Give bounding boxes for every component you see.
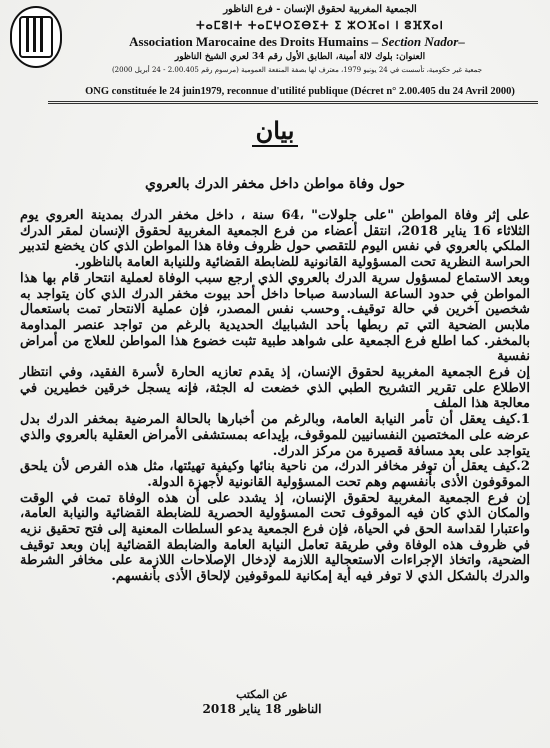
header-legal-line: جمعية غير حكومية، تأسست في 24 يونيو 1979، معترف لها بصفة المنفعة العمومية (مرسوم رقم 2.00.405 - 24 أبريل 2000) bbox=[111, 66, 483, 74]
french-name-text: Association Marocaine des Droits Humains – bbox=[129, 34, 379, 49]
header-divider bbox=[48, 101, 538, 102]
title-text: بيان bbox=[252, 116, 299, 147]
paragraph: على إثر وفاة المواطن "على جلولات" ،64 سنة ، داخل مخفر الدرك بمدينة العروي يوم الثلاثاء 16 يناير 2018، انتقل أعضاء من فرع الجمعية المغربية لحقوق الإنسان لمقر الدرك الملكي بالعروي في نفس اليوم للتقصي حول ظروف وفاة هذا المواطن الذي كان يخضع لتدبير الحراسة النظرية تحت المسؤولية القانونية للضابطة القضائية وللنيابة العامة بالناظور. bbox=[20, 208, 530, 271]
statement-body bbox=[20, 208, 530, 585]
paragraph: إن فرع الجمعية المغربية لحقوق الإنسان، إذ يشدد على أن هذه الوفاة تمت في الوقت والمكان الذي كان فيه الموقوف تحت المسؤولية الحصرية للضابطة القضائية والنيابة العامة، واعتبارا لقداسة الحق في الحياة، فإن فرع الجمعية يدعو السلطات المعنية إلى فتح تحقيق نزيه في ظروف هذه الوفاة وفي طريقة تعامل النيابة العامة والضابطة القضائية إبان وبعد توقيف الضحية، واتخاذ الإجراءات الاستعجالية اللازمة لإدخال الإصلاحات اللازمة على مخافر الشرطة والدرك بالشكل الذي لا توفر فيه أية إمكانية للموقوفين لإلحاق الأذى بأنفسهم. bbox=[20, 490, 530, 585]
logo-bar bbox=[40, 18, 43, 52]
document-subtitle: حول وفاة مواطن داخل مخفر الدرك بالعروي bbox=[145, 176, 405, 192]
logo-frame bbox=[19, 16, 53, 58]
signature-date: الناظور 18 يناير 2018 bbox=[202, 702, 322, 716]
paragraph: إن فرع الجمعية المغربية لحقوق الإنسان، إذ يقدم تعازيه الحارة لأسرة الفقيد، وفي انتظار الاطلاع على تقرير التشريح الطبي الذي خضعت له الجثة، فإنه يسجل خرقين خطيرين في معالجة هذا الملف bbox=[20, 365, 530, 412]
header-french-name bbox=[62, 34, 532, 50]
french-section-text: Section Nador– bbox=[381, 34, 465, 49]
signature-from: عن المكتب bbox=[236, 688, 288, 701]
paragraph: 1.كيف يعقل أن تأمر النيابة العامة، وبالرغم من أخبارها بالحالة المرضية بمخفر الدرك بدل عرضه على المختصين النفسانيين للموقوف، بإيداعه بمستشفى الأمراض العقلية بالعروي والذي يتواجد على بعد مسافة قصيرة من مركز الدرك. bbox=[20, 412, 530, 459]
signature-block bbox=[192, 688, 332, 716]
logo-bar bbox=[26, 18, 29, 52]
paragraph: وبعد الاستماع لمسؤول سرية الدرك بالعروي الذي ارجع سبب الوفاة لعملية انتحار قام بها هذا المواطن في حدود الساعة السادسة صباحا داخل أحد بيوت مخفر الدرك الذي كان يتواجد به شخصين آخرين في حالة توقيف. وحسب نفس المصدر، فإن عملية الانتحار تمت باستعمال ملابس الضحية التي تم ربطها بأحد الشبابيك الحديدية بالرغم من تواجد عنصر المداومة بالمخفر. كما اطلع فرع الجمعية على شواهد طبية تثبت خضوع هذا المواطن للعلاج من أمراض نفسية bbox=[20, 270, 530, 365]
header-address: العنوان: بلوك لالة أمينة، الطابق الأول رقم 34 لعري الشيخ الناظور bbox=[174, 52, 426, 62]
header-tifinagh-name: ⵜⴰⵎⵓⵏⵜ ⵜⴰⵎⵖⵔⵉⴱⵉⵜ ⵉ ⵣⵔⴼⴰⵏ ⵏ ⵓⴼⴳⴰⵏ bbox=[196, 19, 444, 32]
association-logo-icon bbox=[10, 6, 62, 68]
header-arabic-name: الجمعية المغربية لحقوق الإنسان - فرع الناظور bbox=[223, 4, 417, 15]
logo-bar bbox=[33, 18, 36, 52]
header-divider-2 bbox=[48, 103, 538, 104]
document-title bbox=[0, 116, 550, 145]
paragraph: 2.كيف يعقل أن توفر مخافر الدرك، من ناحية بنائها وكيفية تهيئتها، مثل هذه الفرص لأن يلحق الموقوفون الأذى بأنفسهم وهم تحت المسؤولية القانونية لأجهزة الدولة. bbox=[20, 459, 530, 490]
header-ong-line: ONG constituée le 24 juin1979, reconnue d'utilité publique (Décret n° 2.00.405 du 24 Avril 2000) bbox=[85, 86, 515, 97]
